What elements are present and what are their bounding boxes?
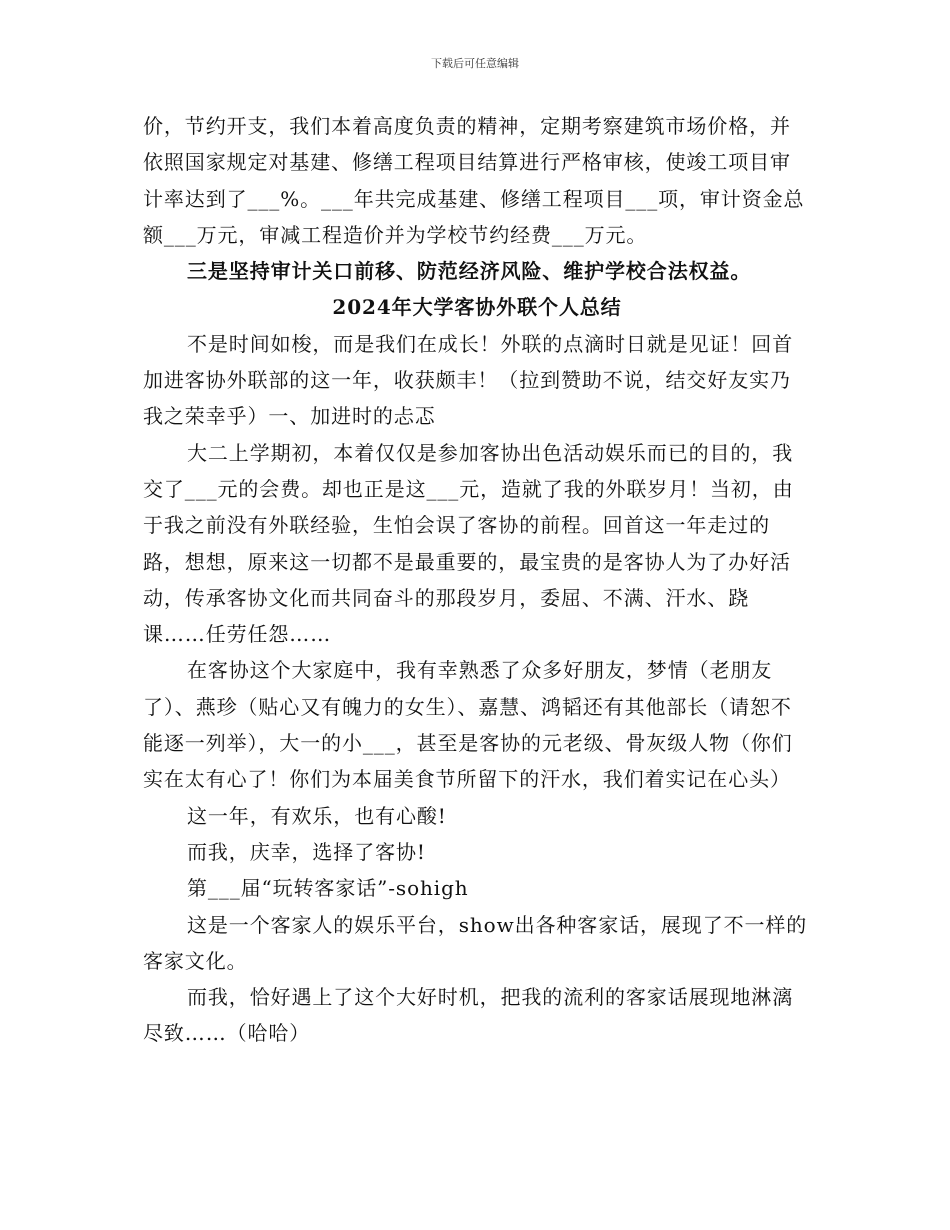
paragraph-1: 价，节约开支，我们本着高度负责的精神，定期考察建筑市场价格，并依照国家规定对基建、修缮工程项目结算进行严格审核，使竣工项目审计率达到了___%。___年共完成基建、修缮工程项目___项，审计资金总额___万元，审减工程造价并为学校节约经费___万元。 xyxy=(143,114,805,247)
paragraph-3: 不是时间如梭，而是我们在成长！外联的点滴时日就是见证！回首加进客协外联部的这一年，收获颇丰！（拉到赞助不说，结交好友实乃我之荣幸乎）一、加进时的忐忑 xyxy=(143,331,794,429)
document-body xyxy=(143,108,811,1052)
paragraph-8: 第___届“玩转客家话”-sohigh xyxy=(187,876,469,901)
section-title: 2024年大学客协外联个人总结 xyxy=(332,295,622,320)
paragraph-5: 在客协这个大家庭中，我有幸熟悉了众多好朋友，梦情（老朋友了）、燕珍（贴心又有魄力的女生）、嘉慧、鸿韬还有其他部长（请恕不能逐一列举），大一的小___，甚至是客协的元老级、骨灰级人物（你们实在太有心了！你们为本届美食节所留下的汗水，我们着实记在心头） xyxy=(143,658,793,792)
page-header: 下载后可任意编辑 xyxy=(431,57,519,70)
paragraph-10: 而我，恰好遇上了这个大好时机，把我的流利的客家话展现地淋漓尽致……（哈哈） xyxy=(143,985,794,1046)
paragraph-2-bold: 三是坚持审计关口前移、防范经济风险、维护学校合法权益。 xyxy=(187,259,752,284)
paragraph-9: 这是一个客家人的娱乐平台，show出各种客家话，展现了不一样的客家文化。 xyxy=(143,912,808,973)
paragraph-6: 这一年，有欢乐，也有心酸! xyxy=(187,803,447,828)
paragraph-4: 大二上学期初，本着仅仅是参加客协出色活动娱乐而已的目的，我交了___元的会费。却也正是这___元，造就了我的外联岁月！当初，由于我之前没有外联经验，生怕会误了客协的前程。回首这一年走过的路，想想，原来这一切都不是最重要的，最宝贵的是客协人为了办好活动，传承客协文化而共同奋斗的那段岁月，委屈、不满、汗水、跷课……任劳任怨…… xyxy=(143,440,794,647)
paragraph-7: 而我，庆幸，选择了客协! xyxy=(187,839,426,864)
